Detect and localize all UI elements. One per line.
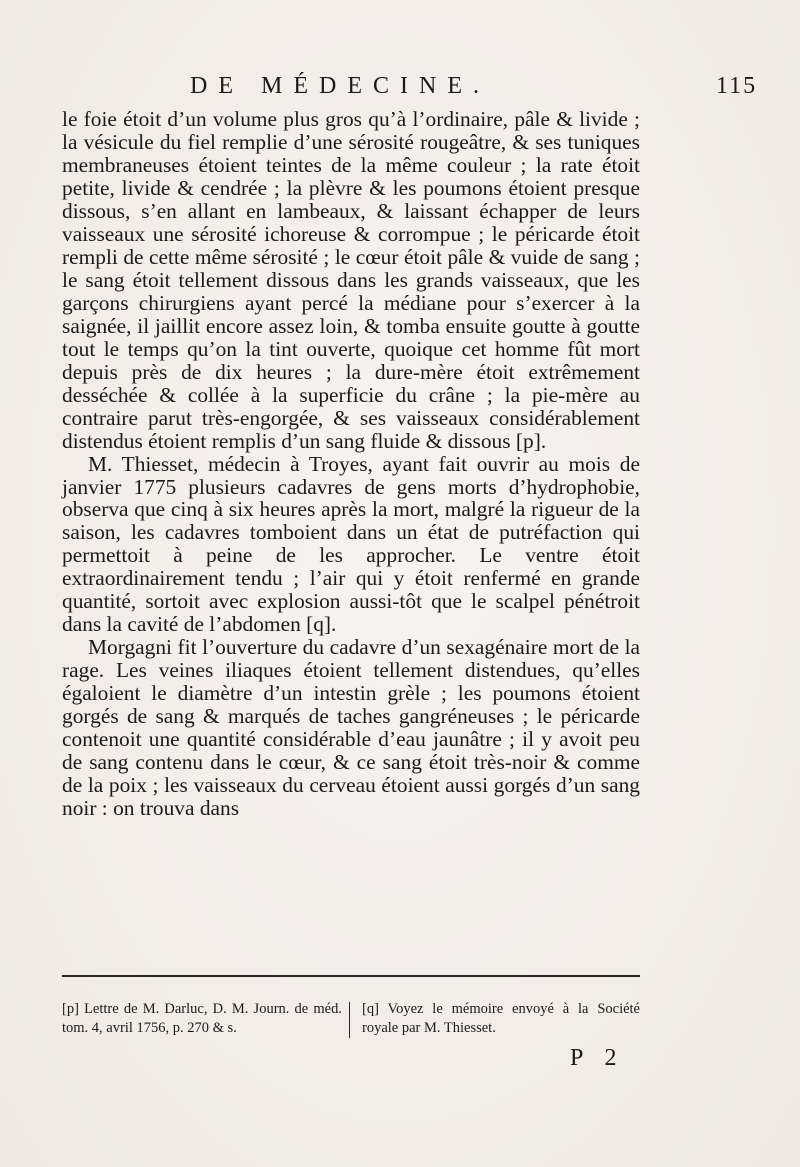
running-title: DE MÉDECINE.: [190, 73, 490, 99]
footnote-rule: [62, 975, 640, 977]
signature-mark: P 2: [570, 1045, 625, 1071]
page-number: 115: [716, 73, 758, 99]
footnote-q: [q] Voyez le mémoire envoyé à la Société royale par M. Thiesset.: [362, 1001, 640, 1036]
footnote-p: [p] Lettre de M. Darluc, D. M. Journ. de méd. tom. 4, avril 1756, p. 270 & s.: [62, 1001, 342, 1036]
paragraph: le foie étoit d’un volume plus gros qu’à l’ordinaire, pâle & livide ; la vésicule du fiel remplie d’une sérosité rougeâtre, & ses tuniques membraneuses étoient teintes de la même couleur ; la rate étoit petite, livide & cendrée ; la plèvre & les poumons étoient presque dissous, s’en allant en lambeaux, & laissant échapper de leurs vaisseaux une sérosité ichoreuse & corrompue ; le péricarde étoit rempli de cette même sérosité ; le cœur étoit pâle & vuide de sang ; le sang étoit tellement dissous dans les grands vaisseaux, que les garçons chirurgiens ayant percé la médiane pour s’exercer à la saignée, il jaillit encore assez loin, & tomba ensuite goutte à goutte tout le temps qu’on la tint ouverte, quoique cet homme fût mort depuis près de dix heures ; la dure-mère étoit extrêmement desséchée & collée à la superficie du crâne ; la pie-mère au contraire parut très-engorgée, & ses vaisseaux considérablement distendus étoient remplis d’un sang fluide & dissous [p].: [62, 107, 640, 453]
paragraph: Morgagni fit l’ouverture du cadavre d’un sexagénaire mort de la rage. Les veines iliaques étoient tellement distendues, qu’elles égaloient le diamètre d’un intestin grèle ; les poumons étoient gorgés de sang & marqués de taches gangréneuses ; le péricarde contenoit une quantité considérable d’eau jaunâtre ; il y avoit peu de sang contenu dans le cœur, & ce sang étoit très-noir & comme de la poix ; les vaisseaux du cerveau étoient aussi gorgés d’un sang noir : on trouva dans: [62, 635, 640, 821]
body-text: [62, 108, 640, 820]
paragraph: M. Thiesset, médecin à Troyes, ayant fait ouvrir au mois de janvier 1775 plusieurs cadavres de gens morts d’hydrophobie, observa que cinq à six heures après la mort, malgré la rigueur de la saison, les cadavres tomboient dans un état de putréfaction qui permettoit à peine de les approcher. Le ventre étoit extraordinairement tendu ; l’air qui y étoit renfermé en grande quantité, sortoit avec explosion aussi-tôt que le scalpel pénétroit dans la cavité de l’abdomen [q].: [62, 451, 640, 637]
footnote-divider: [349, 1002, 350, 1038]
